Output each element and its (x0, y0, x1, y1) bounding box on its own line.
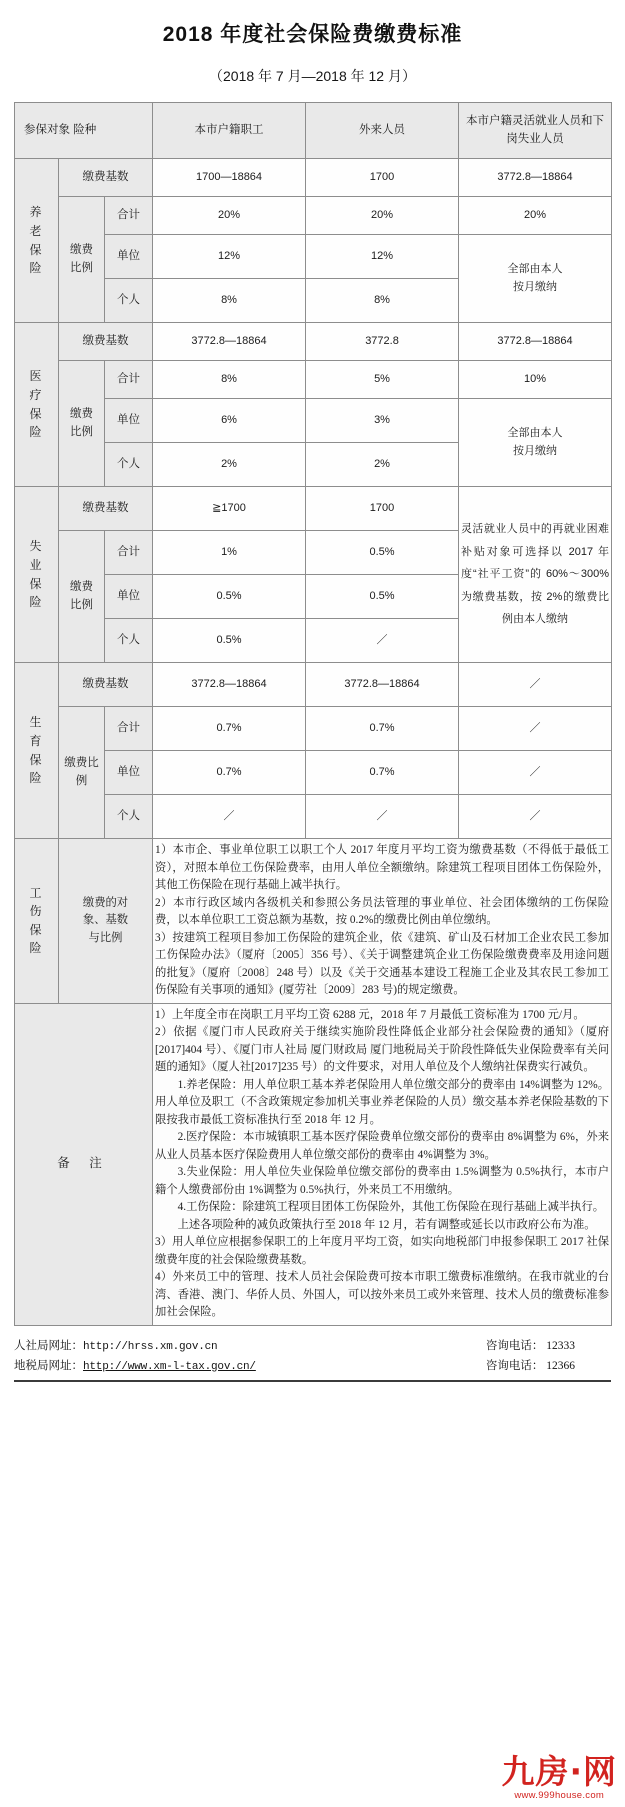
maternity-individual-migrant: ／ (306, 795, 459, 839)
pension-unit-row (15, 235, 612, 279)
hrss-url-link[interactable]: http://hrss.xm.gov.cn (83, 1340, 218, 1353)
page-subtitle: （2018 年 7 月—2018 年 12 月） (209, 68, 416, 84)
maternity-base-local: 3772.8—18864 (153, 663, 306, 707)
row-label-individual-maternity: 个人 (105, 795, 153, 839)
header-col-local-employee: 本市户籍职工 (153, 103, 306, 159)
medical-total-migrant: 5% (306, 361, 459, 399)
remarks-label: 备 注 (15, 1003, 153, 1325)
maternity-total-row (15, 707, 612, 751)
remarks-para-4: 2.医疗保险：本市城镇职工基本医疗保险费单位缴交部份的费率由 8%调整为 6%，外来从业人员基本医疗保险费用人单位缴交部份的费率由 4%调整为 3%。 (155, 1131, 610, 1161)
work-injury-para-2: 2）本市行政区域内各级机关和参照公务员法管理的事业单位、社会团体缴纳的工伤保险费，以本单位职工工资总额为基数，按 0.2%的缴费比例由单位缴纳。 (155, 896, 610, 926)
pension-base-local: 1700—18864 (153, 159, 306, 197)
remarks-para-8: 3）用人单位应根据参保职工的上年度月平均工资，如实向地税部门申报参保职工 2017 社保缴费年度的社会保险缴费基数。 (155, 1236, 610, 1266)
watermark-mark: 九房·网 (501, 1752, 617, 1791)
row-label-total-medical: 合计 (105, 361, 153, 399)
row-label-total-maternity: 合计 (105, 707, 153, 751)
insurance-standards-table (14, 102, 612, 1326)
header-corner: 参保对象 险种 (15, 103, 153, 159)
unemployment-flexible-note: 灵活就业人员中的再就业困难补贴对象可选择以 2017 年度“社平工资”的 60%～300%为缴费基数，按 2%的缴费比例由本人缴纳 (459, 487, 612, 663)
remarks-para-5: 3.失业保险：用人单位失业保险单位缴交部份的费率由 1.5%调整为 0.5%执行，本市户籍个人缴费部份由 1%调整为 0.5%执行，外来员工不用缴纳。 (155, 1166, 610, 1196)
medical-base-row (15, 323, 612, 361)
row-label-unit-maternity: 单位 (105, 751, 153, 795)
pension-total-migrant: 20% (306, 197, 459, 235)
remarks-para-6: 4.工伤保险：除建筑工程项目团体工伤保险外，其他工伤保险在现行基础上减半执行。 (177, 1201, 605, 1213)
hrss-label: 人社局网址： (14, 1339, 83, 1352)
unemployment-individual-migrant: ／ (306, 619, 459, 663)
unemployment-total-migrant: 0.5% (306, 531, 459, 575)
table-header-row (15, 103, 612, 159)
footer-row-hrss (14, 1335, 611, 1355)
row-label-individual-unemployment: 个人 (105, 619, 153, 663)
header-col-flexible: 本市户籍灵活就业人员和下岗失业人员 (459, 103, 612, 159)
maternity-unit-row (15, 751, 612, 795)
category-maternity: 生 育 保 险 (15, 663, 59, 839)
tax-website (14, 1357, 256, 1373)
row-label-ratio-unemployment: 缴费 比例 (59, 531, 105, 663)
maternity-unit-flexible: ／ (459, 751, 612, 795)
unemployment-unit-local: 0.5% (153, 575, 306, 619)
pension-base-row (15, 159, 612, 197)
unemployment-total-local: 1% (153, 531, 306, 575)
medical-base-local: 3772.8—18864 (153, 323, 306, 361)
remarks-para-3: 1.养老保险：用人单位职工基本养老保险用人单位缴交部分的费率由 14%调整为 12%。用人单位及职工（不含政策规定参加机关事业养老保险的人员）缴交基本养老保险基数的下限按我市最低工资标准执行至 2018 年 12 月。 (155, 1078, 610, 1126)
remarks-row (15, 1003, 612, 1325)
medical-total-flexible: 10% (459, 361, 612, 399)
pension-flexible-note: 全部由本人 按月缴纳 (459, 235, 612, 323)
pension-individual-migrant: 8% (306, 279, 459, 323)
row-label-base: 缴费基数 (59, 159, 153, 197)
hrss-phone: 咨询电话： 12333 (485, 1339, 575, 1352)
remarks-para-9: 4）外来员工中的管理、技术人员社会保险费可按本市职工缴费标准缴纳。在我市就业的台湾、香港、澳门、华侨人员、外国人，可以按外来员工或外来管理、技术人员的缴费标准参加社会保险。 (155, 1271, 610, 1318)
remarks-para-7: 上述各项险种的减负政策执行至 2018 年 12 月，若有调整或延长以市政府公布为准。 (177, 1218, 596, 1231)
watermark-domain: www.999house.com (514, 1790, 605, 1801)
footer-divider (14, 1380, 611, 1382)
work-injury-sub-label: 缴费的对 象、基数 与比例 (59, 839, 153, 1004)
row-label-total: 合计 (105, 197, 153, 235)
category-unemployment: 失 业 保 险 (15, 487, 59, 663)
pension-total-row (15, 197, 612, 235)
row-label-base-medical: 缴费基数 (59, 323, 153, 361)
page-title: 2018 年度社会保险费缴费标准 (162, 23, 463, 46)
row-label-ratio-maternity: 缴费比 例 (59, 707, 105, 839)
row-label-ratio-pension: 缴费 比例 (59, 197, 105, 323)
maternity-base-migrant: 3772.8—18864 (306, 663, 459, 707)
medical-unit-row (15, 399, 612, 443)
unemployment-individual-local: 0.5% (153, 619, 306, 663)
footer (0, 1326, 625, 1375)
maternity-individual-row (15, 795, 612, 839)
tax-url-link[interactable]: http://www.xm-l-tax.gov.cn/ (83, 1360, 256, 1373)
work-injury-para-3: 3）按建筑工程项目参加工伤保险的建筑企业，依《建筑、矿山及石材加工企业农民工参加工伤保险办法》（厦府〔2005〕356 号）、《关于调整建筑企业工伤保险缴费费率及用途问题的批复》（厦府〔2008〕248 号）以及《关于交通基本建设工程施工企业及其农民工参加工伤保险有关事项的通知》(厦劳社〔2009〕283 号)的规定缴费。 (155, 931, 610, 996)
tax-phone: 咨询电话： 12366 (485, 1359, 575, 1372)
maternity-total-local: 0.7% (153, 707, 306, 751)
maternity-total-migrant: 0.7% (306, 707, 459, 751)
row-label-unit-medical: 单位 (105, 399, 153, 443)
remarks-content (153, 1003, 612, 1325)
maternity-individual-local: ／ (153, 795, 306, 839)
unemployment-base-migrant: 1700 (306, 487, 459, 531)
work-injury-content (153, 839, 612, 1004)
row-label-individual: 个人 (105, 279, 153, 323)
pension-total-flexible: 20% (459, 197, 612, 235)
category-medical: 医 疗 保 险 (15, 323, 59, 487)
medical-unit-migrant: 3% (306, 399, 459, 443)
maternity-base-row (15, 663, 612, 707)
footer-row-tax (14, 1355, 611, 1375)
medical-total-local: 8% (153, 361, 306, 399)
row-label-ratio-medical: 缴费 比例 (59, 361, 105, 487)
row-label-total-unemployment: 合计 (105, 531, 153, 575)
category-work-injury: 工 伤 保 险 (15, 839, 59, 1004)
row-label-base-maternity: 缴费基数 (59, 663, 153, 707)
pension-individual-local: 8% (153, 279, 306, 323)
unemployment-base-row (15, 487, 612, 531)
medical-unit-local: 6% (153, 399, 306, 443)
pension-base-flexible: 3772.8—18864 (459, 159, 612, 197)
row-label-unit-unemployment: 单位 (105, 575, 153, 619)
maternity-base-flexible: ／ (459, 663, 612, 707)
table-container (0, 102, 625, 1326)
pension-total-local: 20% (153, 197, 306, 235)
remarks-para-2: 2）依据《厦门市人民政府关于继续实施阶段性降低企业部分社会保险费的通知》（厦府[2017]404 号）、《厦门市人社局 厦门财政局 厦门地税局关于阶段性降低失业保险费率有关问题的通知》（厦人社[2017]235 号）的文件要求，对用人单位及个人缴纳社保费实行减负。 (155, 1026, 610, 1073)
maternity-total-flexible: ／ (459, 707, 612, 751)
hrss-website (14, 1337, 217, 1353)
category-pension: 养 老 保 险 (15, 159, 59, 323)
medical-individual-migrant: 2% (306, 443, 459, 487)
row-label-base-unemployment: 缴费基数 (59, 487, 153, 531)
pension-unit-migrant: 12% (306, 235, 459, 279)
work-injury-row (15, 839, 612, 1004)
maternity-individual-flexible: ／ (459, 795, 612, 839)
medical-individual-local: 2% (153, 443, 306, 487)
tax-label: 地税局网址： (14, 1359, 83, 1372)
site-watermark-logo (501, 1752, 617, 1801)
header-col-migrant: 外来人员 (306, 103, 459, 159)
medical-base-flexible: 3772.8—18864 (459, 323, 612, 361)
unemployment-base-local: ≧1700 (153, 487, 306, 531)
pension-unit-local: 12% (153, 235, 306, 279)
remarks-para-1: 1）上年度全市在岗职工月平均工资 6288 元，2018 年 7 月最低工资标准为 1700 元/月。 (155, 1008, 585, 1021)
maternity-unit-local: 0.7% (153, 751, 306, 795)
row-label-unit: 单位 (105, 235, 153, 279)
maternity-unit-migrant: 0.7% (306, 751, 459, 795)
work-injury-para-1: 1）本市企、事业单位职工以职工个人 2017 年度月平均工资为缴费基数（不得低于最低工资），对照本单位工伤保险费率，由用人单位全额缴纳。除建筑工程项目团体工伤保险外，其他工伤保险在现行基础上减半执行。 (155, 844, 610, 891)
unemployment-unit-migrant: 0.5% (306, 575, 459, 619)
medical-total-row (15, 361, 612, 399)
row-label-individual-medical: 个人 (105, 443, 153, 487)
pension-base-migrant: 1700 (306, 159, 459, 197)
medical-base-migrant: 3772.8 (306, 323, 459, 361)
medical-flexible-note: 全部由本人 按月缴纳 (459, 399, 612, 487)
